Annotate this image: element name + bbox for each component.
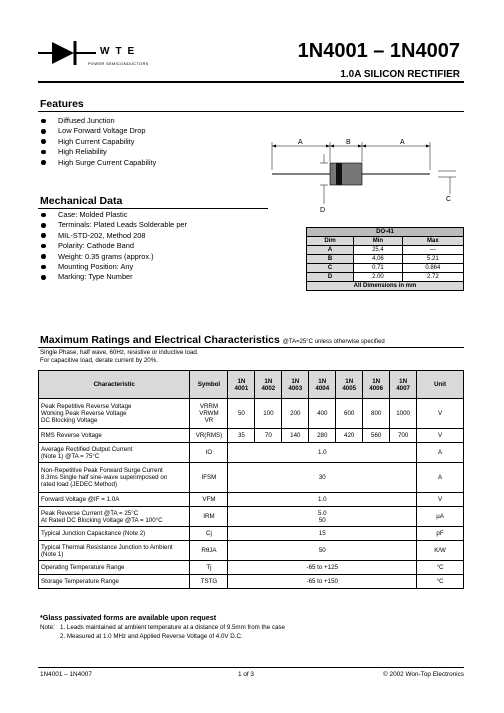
mechanical-divider — [38, 208, 268, 209]
features-title: Features — [40, 98, 84, 110]
cell-line: Typical Junction Capacitance (Note 2) — [41, 530, 146, 537]
unit-cell: K/W — [417, 541, 464, 561]
cell-line: Cj — [206, 530, 212, 537]
cell-line: (Note 1) — [41, 550, 64, 558]
table-header: 1N 4007 — [390, 371, 417, 399]
dimension-table-footer: All Dimensions in mm — [307, 282, 464, 291]
footer-copyright: © 2002 Won-Top Electronics — [383, 671, 464, 678]
footer-divider — [38, 667, 464, 668]
symbol-cell — [190, 575, 228, 589]
table-cell: 0.71 — [354, 264, 402, 273]
characteristic-cell — [39, 541, 190, 561]
value-cell: 800 — [363, 399, 390, 429]
value-cell: 700 — [390, 429, 417, 443]
ratings-title-text: Maximum Ratings and Electrical Characteristics — [40, 334, 280, 346]
mechanical-list — [40, 210, 187, 283]
table-header: 1N 4006 — [363, 371, 390, 399]
ratings-table — [38, 370, 464, 589]
footer-page-number: 1 of 3 — [238, 671, 254, 678]
symbol-cell — [190, 527, 228, 541]
cell-line: IRM — [203, 513, 215, 520]
symbol-cell — [190, 493, 228, 507]
brand-tagline: POWER SEMICONDUCTORS — [88, 61, 149, 66]
ratings-note-1: Single Phase, half wave, 60Hz, resistive or inductive load. — [40, 349, 199, 356]
cell-line: VRWM — [199, 410, 219, 417]
table-header: Min — [354, 237, 402, 246]
list-item: Low Forward Voltage Drop — [40, 126, 156, 136]
dim-label-c: C — [446, 196, 452, 203]
brand-name: WTE — [100, 46, 141, 57]
characteristic-cell — [39, 399, 190, 429]
table-row — [307, 273, 464, 282]
cell-line: Storage Temperature Range — [41, 578, 119, 585]
table-header: Symbol — [190, 371, 228, 399]
value-cell: 600 — [336, 399, 363, 429]
unit-cell: °C — [417, 575, 464, 589]
cell-line: RθJA — [201, 547, 217, 554]
cell-line: Non-Repetitive Peak Forward Surge Current — [41, 467, 163, 474]
value-cell: 560 — [363, 429, 390, 443]
characteristic-cell — [39, 493, 190, 507]
cell-line: Operating Temperature Range — [41, 564, 125, 571]
table-header: Dim — [307, 237, 354, 246]
symbol-cell — [190, 399, 228, 429]
value-cell: 5.0 50 — [228, 507, 417, 527]
list-item-continuation: MIL-STD-202, Method 208 — [58, 230, 146, 240]
cell-line: IO — [205, 449, 213, 456]
unit-cell: A — [417, 463, 464, 493]
table-row — [307, 255, 464, 264]
characteristic-cell — [39, 443, 190, 463]
table-header: 1N 4004 — [309, 371, 336, 399]
table-row — [39, 507, 464, 527]
table-row — [39, 527, 464, 541]
table-cell: 25.4 — [354, 246, 402, 255]
value-cell: 100 — [255, 399, 282, 429]
list-item — [40, 231, 187, 241]
table-row — [39, 493, 464, 507]
unit-cell: °C — [417, 561, 464, 575]
list-item: High Surge Current Capability — [40, 158, 156, 168]
cell-line: VR — [204, 417, 214, 424]
value-cell: 30 — [228, 463, 417, 493]
ratings-title — [40, 334, 385, 346]
symbol-cell — [190, 541, 228, 561]
cell-line: Peak Repetitive Reverse Voltage — [41, 403, 132, 410]
value-cell: 140 — [282, 429, 309, 443]
value-cell: 280 — [309, 429, 336, 443]
characteristic-cell — [39, 507, 190, 527]
features-list — [40, 116, 156, 168]
value-cell: -65 to +125 — [228, 561, 417, 575]
cell-line: TSTG — [200, 578, 218, 585]
unit-cell: A — [417, 443, 464, 463]
cell-line: 8.3ms Single half sine-wave superimposed on — [41, 474, 168, 481]
cell-line: (Note 1) @TA = 75°C — [41, 452, 100, 460]
note-2: 2. Measured at 1.0 MHz and Applied Reverse Voltage of 4.0V D.C. — [60, 633, 243, 640]
table-cell: B — [307, 255, 354, 264]
symbol-cell — [190, 463, 228, 493]
table-header: 1N 4003 — [282, 371, 309, 399]
value-cell: 15 — [228, 527, 417, 541]
value-cell: 400 — [309, 399, 336, 429]
dim-label-a: A — [400, 139, 405, 146]
cell-line: Typical Thermal Resistance Junction to Ambient — [41, 543, 173, 551]
table-header: 1N 4002 — [255, 371, 282, 399]
features-divider — [38, 111, 464, 112]
cell-line: RMS Reverse Voltage — [41, 432, 102, 439]
table-row — [39, 443, 464, 463]
cell-line: IFSM — [201, 474, 217, 481]
table-cell: 2.00 — [354, 273, 402, 282]
value-cell: 420 — [336, 429, 363, 443]
ratings-condition: @TA=25°C unless otherwise specified — [282, 339, 385, 345]
unit-cell: V — [417, 429, 464, 443]
list-item: Mounting Position: Any — [40, 262, 187, 272]
characteristic-cell — [39, 561, 190, 575]
cell-line: Working Peak Reverse Voltage — [41, 410, 127, 417]
dimension-table-title: DO-41 — [307, 228, 464, 237]
dim-label-a: A — [298, 139, 303, 146]
dim-label-d: D — [320, 207, 326, 214]
list-item: Diffused Junction — [40, 116, 156, 126]
characteristic-cell — [39, 527, 190, 541]
table-header: Unit — [417, 371, 464, 399]
value-cell: 35 — [228, 429, 255, 443]
table-row — [39, 561, 464, 575]
value-cell: 1.0 — [228, 443, 417, 463]
page-title: 1N4001 – 1N4007 — [297, 40, 460, 62]
cell-line: At Rated DC Blocking Voltage @TA = 100°C — [41, 516, 163, 524]
table-row — [307, 264, 464, 273]
table-cell: 5.21 — [402, 255, 463, 264]
list-item: Marking: Type Number — [40, 272, 187, 282]
note-label: Note: — [40, 624, 55, 631]
table-row — [39, 575, 464, 589]
dimension-table — [306, 227, 464, 291]
table-cell: 4.06 — [354, 255, 402, 264]
table-header: 1N 4001 — [228, 371, 255, 399]
symbol-cell — [190, 561, 228, 575]
cell-line: VRRM — [199, 403, 219, 410]
page-subtitle: 1.0A SILICON RECTIFIER — [340, 69, 460, 80]
table-header: Characteristic — [39, 371, 190, 399]
cell-line: VFM — [202, 496, 216, 503]
value-cell: -65 to +150 — [228, 575, 417, 589]
dim-label-b: B — [346, 139, 351, 146]
cell-line: Forward Voltage @IF = 1.0A — [41, 496, 120, 503]
cell-line: VR(RMS) — [195, 432, 223, 439]
symbol-cell — [190, 443, 228, 463]
cell-line: Tj — [206, 564, 212, 571]
cell-line: Average Rectified Output Current — [41, 445, 133, 453]
footer-part-number: 1N4001 – 1N4007 — [40, 671, 92, 678]
list-item: Case: Molded Plastic — [40, 210, 187, 220]
unit-cell: µA — [417, 507, 464, 527]
value-cell: 50 — [228, 541, 417, 561]
list-item: Weight: 0.35 grams (approx.) — [40, 252, 187, 262]
header-divider — [38, 81, 464, 83]
table-cell: — — [402, 246, 463, 255]
characteristic-cell — [39, 429, 190, 443]
table-cell: A — [307, 246, 354, 255]
table-header: 1N 4005 — [336, 371, 363, 399]
value-cell: 1.0 — [228, 493, 417, 507]
characteristic-cell — [39, 575, 190, 589]
glass-passivation-note: *Glass passivated forms are available upon request — [40, 613, 217, 622]
unit-cell: V — [417, 399, 464, 429]
value-cell: 70 — [255, 429, 282, 443]
table-cell: 2.72 — [402, 273, 463, 282]
mechanical-title: Mechanical Data — [40, 195, 123, 207]
unit-cell: pF — [417, 527, 464, 541]
table-row — [307, 246, 464, 255]
unit-cell: V — [417, 493, 464, 507]
value-cell: 200 — [282, 399, 309, 429]
note-1: 1. Leads maintained at ambient temperature at a distance of 9.5mm from the case — [60, 624, 285, 631]
cell-line: DC Blocking Voltage — [41, 417, 98, 424]
table-row — [39, 399, 464, 429]
table-cell: D — [307, 273, 354, 282]
ratings-note-2: For capacitive load, derate current by 20%. — [40, 357, 158, 364]
symbol-cell — [190, 429, 228, 443]
list-item: High Reliability — [40, 147, 156, 157]
characteristic-cell — [39, 463, 190, 493]
list-item: Terminals: Plated Leads Solderable per — [40, 220, 187, 230]
cell-line: Peak Reverse Current @TA = 25°C — [41, 509, 139, 517]
table-row — [39, 463, 464, 493]
value-cell: 50 — [228, 399, 255, 429]
symbol-cell — [190, 507, 228, 527]
value-cell: 1000 — [390, 399, 417, 429]
table-row — [39, 541, 464, 561]
ratings-divider — [38, 347, 464, 348]
table-cell: 0.864 — [402, 264, 463, 273]
table-row — [39, 429, 464, 443]
cell-line: rated load (JEDEC Method) — [41, 481, 118, 488]
table-header: Max — [402, 237, 463, 246]
list-item: High Current Capability — [40, 137, 156, 147]
list-item: Polarity: Cathode Band — [40, 241, 187, 251]
table-cell: C — [307, 264, 354, 273]
do41-package-diagram — [260, 138, 464, 228]
